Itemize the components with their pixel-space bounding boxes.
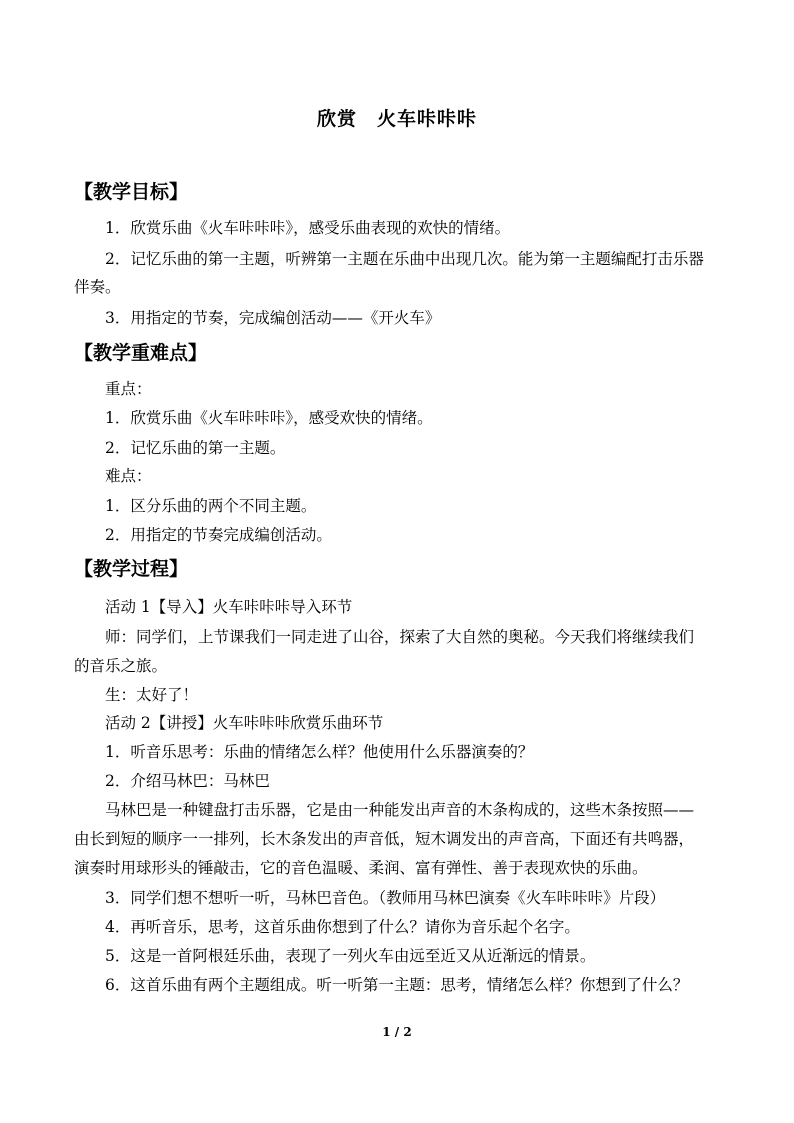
process-item-4: 4．再听音乐，思考，这首乐曲你想到了什么？请你为音乐起个名字。 — [105, 918, 580, 936]
key-point-2: 2．记忆乐曲的第一主题。 — [105, 439, 286, 457]
key-point-label: 重点： — [105, 380, 152, 398]
activity-2-title: 活动 2【讲授】火车咔咔咔欣赏乐曲环节 — [105, 714, 384, 732]
difficulty-2: 2．用指定的节奏完成编创活动。 — [105, 526, 332, 544]
goal-line-2-cont: 伴奏。 — [74, 278, 121, 296]
process-item-3: 3．同学们想不想听一听，马林巴音色。（教师用马林巴演奏《火车咔咔咔》片段） — [105, 889, 666, 907]
heading-teaching-process: 【教学过程】 — [74, 558, 189, 580]
heading-teaching-goals: 【教学目标】 — [74, 181, 189, 203]
marimba-paragraph-line-3: 演奏时用球形头的锤敲击，它的音色温暖、柔润、富有弹性、善于表现欢快的乐曲。 — [74, 859, 648, 877]
difficulty-label: 难点： — [105, 467, 152, 485]
document-title: 欣赏 火车咔咔咔 — [316, 108, 477, 130]
heading-key-points: 【教学重难点】 — [74, 342, 208, 364]
teacher-line-cont: 的音乐之旅。 — [74, 657, 168, 675]
difficulty-1: 1．区分乐曲的两个不同主题。 — [105, 497, 317, 515]
goal-line-3: 3．用指定的节奏，完成编创活动——《开火车》 — [105, 309, 441, 327]
teacher-line: 师：同学们，上节课我们一同走进了山谷，探索了大自然的奥秘。今天我们将继续我们 — [105, 628, 695, 646]
goal-line-1: 1．欣赏乐曲《火车咔咔咔》，感受乐曲表现的欢快的情绪。 — [105, 219, 511, 237]
process-item-5: 5．这是一首阿根廷乐曲，表现了一列火车由远至近又从近渐远的情景。 — [105, 947, 596, 965]
process-item-1: 1．听音乐思考：乐曲的情绪怎么样？他使用什么乐器演奏的？ — [105, 743, 534, 761]
key-point-1: 1．欣赏乐曲《火车咔咔咔》，感受欢快的情绪。 — [105, 409, 433, 427]
marimba-paragraph-line-2: 由长到短的顺序一一排列，长木条发出的声音低，短木调发出的声音高，下面还有共鸣器， — [74, 830, 695, 848]
activity-1-title: 活动 1【导入】火车咔咔咔导入环节 — [105, 598, 353, 616]
goal-line-2: 2．记忆乐曲的第一主题，听辨第一主题在乐曲中出现几次。能为第一主题编配打击乐器 — [105, 250, 704, 268]
process-item-2: 2．介绍马林巴：马林巴 — [105, 772, 270, 790]
page-number: 1 / 2 — [382, 1025, 412, 1039]
marimba-paragraph-line-1: 马林巴是一种键盘打击乐器，它是由一种能发出声音的木条构成的，这些木条按照—— — [105, 801, 695, 819]
process-item-6: 6．这首乐曲有两个主题组成。听一听第一主题：思考，情绪怎么样？你想到了什么？ — [105, 976, 689, 994]
student-line: 生：太好了！ — [105, 686, 199, 704]
